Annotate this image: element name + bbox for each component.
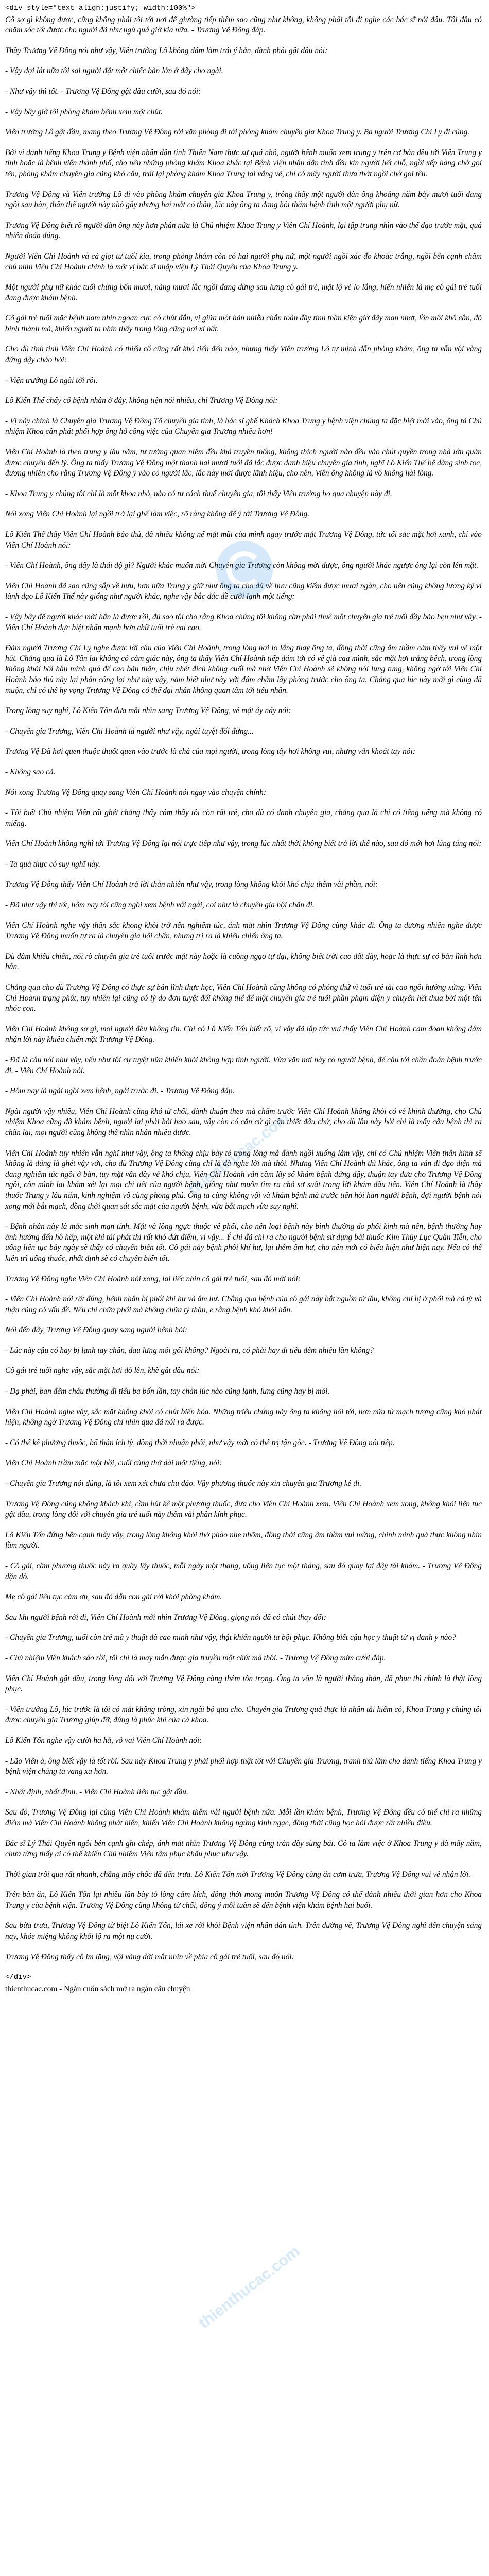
paragraph: Cô sợ gì không được, cũng không phải tôi tới nơi để giường tiếp thêm sao cũng như không, không phải tôi đi nghe các bác sĩ nói đâu. Tôi đầu có chăm sóc tốt được cho người đã như ngủ quá giờ kia nữa. - Trương Vệ Đông đáp.: [5, 15, 482, 35]
paragraph: Trương Vệ Đông cũng không khách khí, cầm bút kê một phương thuốc, đưa cho Viên Chí Hoành xem. Viên Chí Hoành xem xong, không khỏi liên tục gật đầu, trong lòng đối với chuyên gia trẻ tuổi này thêm vài phần kính phục.: [5, 1499, 482, 1519]
paragraph: - Chuyên gia Trương, tuổi còn trẻ mà y thuật đã cao minh như vậy, thật khiến người ta bội phục. Không biết cậu học y thuật từ vị danh y nào?: [5, 1633, 456, 1642]
paragraph: - Khoa Trung y chúng tôi chỉ là một khoa nhỏ, nào có tư cách thuế chuyên gia, tôi thấy Viên trưởng bo qua chuyện này đi.: [5, 489, 392, 498]
paragraph: Trương Vệ Đông biết rõ người đàn ông này hơn phân nửa là Chủ nhiệm Khoa Trung y Viên Chí Hoành, lại tập trung nhìn vào thể đạo trước mặt, quả nhiên đoán đúng.: [5, 221, 482, 241]
paragraph: - Viện trưởng Lô, lúc trước là tôi có mắt không tròng, xin ngài bỏ qua cho. Chuyên gia Trương quả thực là nhân tài hiếm có, Khoa Trung y chúng tôi được chuyên gia Trương giúp đỡ, đúng là phúc khí của cả khoa.: [5, 1705, 482, 1725]
paragraph: Dù đâm khiêu chiến, nói rõ chuyên gia trẻ tuổi trước mặt này hoặc là cuồng ngạo tự đại, không biết trời cao đất dày, hoặc là thực sự có bản lĩnh hơn hắn.: [5, 952, 482, 972]
paragraph: Trên bàn ăn, Lô Kiến Tốn lại nhiều lần bày tỏ lòng cảm kích, đồng thời mong muốn Trương Vệ Đông có thể dành nhiều thời gian hơn cho Khoa Trung y của bệnh viện. Trương Vệ Đông cũng không từ chối, đồng ý mỗi tuần sẽ đến bệnh viện khám bệnh hai buổi.: [5, 1890, 482, 1910]
paragraph: Thời gian trôi qua rất nhanh, chẳng mấy chốc đã đến trưa. Lô Kiến Tốn mời Trương Vệ Đông cùng ăn cơm trưa, Trương Vệ Đông vui vẻ nhận lời.: [5, 1870, 471, 1879]
paragraph: Bởi vì danh tiếng Khoa Trung y Bệnh viện nhân dân tỉnh Thiên Nam thực sự quá nhỏ, người bệnh muốn xem trung y trên cơ bản đều tới Viện Trung y tỉnh hoặc là bệnh viện thành phố, cho nên những phòng khám Khoa khác tại Bệnh viện nhân dân tỉnh đều kín người hết chỗ, ngồi xếp hàng chờ gọi tên, phòng khám chuyên gia cũng khó câu, trái lại phòng khám Khoa Trung lại vắng vẻ, chỉ có mấy người thưa thớt ngồi chờ gọi tên.: [5, 148, 482, 178]
paragraph: Sau đó, Trương Vệ Đông lại cùng Viên Chí Hoành khám thêm vài người bệnh nữa. Mỗi lần khám bệnh, Trương Vệ Đông đều có thể chỉ ra những điểm mà Viên Chí Hoành không phát hiện, khiến Viên Chí Hoành không ngừng kinh ngạc, đồng thời cũng học hỏi được rất nhiều điều.: [5, 1808, 482, 1827]
paragraph: Viên Chí Hoành tuy nhiên vẫn nghĩ như vậy, ông ta không chịu bày tỏ trong lòng mà đành ngồi xuống làm vậy, chỉ có Chủ nhiệm Viên thân hình sẽ không là đúng là ghét vậy với, cho dù Trương Vệ Đông cũng chỉ là đã nghe lời mà thôi. Nhưng Viên Chí Hoành thì khác, ông ta vẫn đi đạo diện mà đang nghiêm túc ngồi ở bàn, tuy mặt vẫn đầy vẻ khó chịu, Viên Chí Hoành vẫn cầm lấy sổ khám bệnh đứng dậy, thuận tay đưa cho Trương Vệ Đông ngồi, còn mình lại khám xét lại mọi chi tiết của người bệnh, giống như muốn tìm ra chỗ sơ suất trong lời khám đầu tiên. Viên Chí Hoành là thầy thuốc Trung y lâu năm, kinh nghiệm vô cùng phong phú. Ông ta cũng không vội vã khám bệnh mà trước tiên hỏi han người bệnh, đợi người bệnh nói xong mới bắt mạch, đồng thời quan sát sắc mặt của người bệnh, vừa bắt mạch vừa suy nghĩ.: [5, 1148, 482, 1211]
paragraph: - Lão Viên à, ông biết vậy là tốt rồi. Sau này Khoa Trung y phải phối hợp thật tốt với Chuyên gia Trương, tranh thủ làm cho danh tiếng Khoa Trung y bệnh viện chúng ta vang xa hơn.: [5, 1756, 482, 1776]
paragraph: Trương Vệ Đông và Viên trưởng Lô đi vào phòng khám chuyên gia Khoa Trung y, trông thấy một người đàn ông khoảng năm bảy mươi tuổi đang ngồi sau bàn, thân thể người này nhỏ gầy nhưng hai mắt có thần, lúc này ông ta đang hỏi thăm bệnh tình một người phụ nữ.: [5, 190, 482, 210]
paragraph: - Lúc này cậu có hay bị lạnh tay chân, đau lưng mỏi gối không? Ngoài ra, có phải hay đi tiểu đêm nhiều lần không?: [5, 1346, 374, 1355]
paragraph: - Dạ phải, ban đêm cháu thường đi tiểu ba bốn lần, tay chân lúc nào cũng lạnh, lưng cũng hay bị mỏi.: [5, 1387, 330, 1396]
paragraph: - Bệnh nhân này là mắc sinh mạn tính. Mặt và lồng ngực thuộc về phổi, cho nên loại bệnh này bình thường do phổi kinh mà nên, bệnh thường hay ảnh hưởng đến hô hấp, một khi tái phát thì rất khó dứt điểm, vì vậy... Ý chí đã chỉ ra cho người bệnh sử dụng bài thuốc Kim Thủy Lục Quân Tiễn, cho uống liên tục bảy ngày sẽ thấy có chuyển biến tốt. Cô gái này bệnh phổi khí hư, lại thêm âm hư, cho nên mới có biểu hiện như hiện nay. Nếu có thể kiên trì uống thuốc, nhất định sẽ có chuyển biến tốt.: [5, 1222, 482, 1263]
paragraph: - Chủ nhiệm Viên khách sáo rồi, tôi chỉ là may mắn được gia truyền một chút mà thôi. - Trương Vệ Đông mỉm cười đáp.: [5, 1653, 386, 1663]
paragraph: Lô Kiến Thế thấy Viên Chí Hoành bảo thủ, đã nhiều không nể mặt mũi của mình ngay trước mặt Trương Vệ Đông, tức tối sắc mặt hơi xanh, chỉ vào Viên Chí Hoành nói:: [5, 530, 482, 550]
paragraph: - Đã như vậy thì tốt, hôm nay tôi cũng ngồi xem bệnh với ngài, coi như là chuyên gia hội chẩn đi.: [5, 901, 315, 910]
paragraph: - Chuyên gia Trương nói đúng, là tôi xem xét chưa chu đáo. Vậy phương thuốc này xin chuyên gia Trương kê đi.: [5, 1479, 362, 1488]
paragraph: Người Viên Chí Hoành và cả giọt tư tuổi kia, trong phòng khám còn có hai người phụ nữ, một người ngồi xác đo khoác trắng, ngồi bên cạnh chăm chú nhìn Viên Chí Hoành chính là một vị bác sĩ nhập viện Lý Thái Quyên của Khoa Trung y.: [5, 251, 482, 272]
paragraph: - Nhất định, nhất định. - Viên Chí Hoành liên tục gật đầu.: [5, 1787, 188, 1797]
paragraph: Nói xong Viên Chí Hoành lại ngồi trở lại ghế làm việc, rõ ràng không để ý tới Trương Vệ Đông.: [5, 510, 310, 519]
paragraph: Sau khi người bệnh rời đi, Viên Chí Hoành mới nhìn Trương Vệ Đông, giọng nói đã có chút thay đổi:: [5, 1613, 326, 1622]
paragraph: Nói đến đây, Trương Vệ Đông quay sang người bệnh hỏi:: [5, 1326, 188, 1335]
paragraph: Viên Chí Hoành không sợ gì, mọi người đều không tin. Chỉ có Lô Kiến Tốn biết rõ, vì vậy đã lập tức vui thấy Viên Chí Hoành cam đoan không dám nhận lời này khiêu chiến mặt Trương Vệ Đông.: [5, 1024, 482, 1044]
watermark-text: thienthucac.com: [185, 1109, 293, 1199]
paragraph: - Ta quả thực có suy nghĩ này.: [5, 859, 100, 869]
site-footer-text: thienthucac.com - Ngàn cuốn sách mở ra ngàn câu chuyện: [5, 1984, 190, 1993]
paragraph: - Vậy bây giờ tôi phòng khám bệnh xem một chút.: [5, 107, 163, 116]
paragraph: - Vị này chính là Chuyên gia Trương Vệ Đông Tổ chuyên gia tỉnh, là bác sĩ ghế Khách Khoa Trung y bệnh viện chúng ta đặc biệt mời vào, ông tả Chủ nhiệm Khoa cần phát phối hợp ông hỗ công việc của Chuyên gia Trương nhiều hơn!: [5, 416, 482, 436]
paragraph: Viên Chí Hoành không nghĩ tới Trương Vệ Đông lại nói trực tiếp như vậy, trong lúc nhất thời không biết trả lời thế nào, sau đó mới hơi lúng túng nói:: [5, 839, 482, 849]
paragraph: - Tôi biết Chủ nhiệm Viên rất ghét chẳng thấy cảm thấy tôi còn rất trẻ, cho dù có danh chuyên gia, chẳng qua là chỉ có tiếng tiếng mà không có miếng.: [5, 808, 482, 828]
closing-html-code: </div>: [5, 1973, 31, 1982]
paragraph: - Vậy dợi lát nữa tôi sai người đặt một chiếc bàn lớn ở đây cho ngài.: [5, 66, 223, 76]
paragraph: - Như vậy thì tốt. - Trương Vệ Đông gật đầu cười, sau đó nói:: [5, 87, 201, 96]
paragraph: Mẹ cô gái liên tục cảm ơn, sau đó dẫn con gái rời khỏi phòng khám.: [5, 1592, 222, 1602]
paragraph: - Viên Chí Hoành, ông đây là thái độ gì? Người khác muốn mời Chuyên gia Trương còn không mời được, ông người khác ngược ông lại còn lên mặt.: [5, 561, 479, 570]
paragraph: - Không sao cả.: [5, 767, 56, 776]
paragraph: Cô gái trẻ tuổi mặc bệnh nam nhìn ngoan cực có chút đắn, vị giữa một hản nhiễu chắn toàn đầy tình thần kiện giờ đây mạn nhợt, lồn môi khô cắn, đỏ bình thành mà, khiến người ta nhìn thấy trong lòng cũng hơi xỉ hất.: [5, 314, 482, 333]
paragraph-list: [5, 15, 482, 1963]
paragraph: Viên Chí Hoành nghe vậy, sắc mặt không khỏi có chút biến hóa. Những triệu chứng này ông ta không hỏi tới, hơn nữa từ mạch tượng cũng khó phát hiện, không ngờ Trương Vệ Đông chỉ nhìn qua đã nói ra được.: [5, 1407, 482, 1427]
paragraph: Viên Chí Hoành nghe vậy thân sắc khong khỏi trở nên nghiêm túc, ánh mắt nhìn Trương Vệ Đông cũng khác đi. Ông ta dương nhiên nghe được Trương Vệ Đông muốn tự ra là chuyên gia hội chẩn, nhưng trị ra là khiêu chiến ông ta.: [5, 921, 482, 941]
paragraph: Trương Vệ Đông thấy Viên Chí Hoành trả lời thẳn nhiên như vậy, trong lòng không khỏi khó chịu thêm vài phần, nói:: [5, 880, 378, 889]
paragraph: - Đã là câu nói như vậy, nếu như tôi cự tuyệt nữa khiến khỏi không hợp tình người. Vừa vặn nơi này có người bệnh, để cậu tới chẩn đoán bệnh trước đi. - Viên Chí Hoành nói.: [5, 1056, 482, 1075]
paragraph: Lô Kiến Thế chấy cố bệnh nhân ở đây, không tiện nói nhiều, chỉ Trương Vệ Đông nói:: [5, 396, 278, 405]
paragraph: Trong lòng suy nghĩ, Lô Kiến Tốn đưa mắt nhìn sang Trương Vệ Đông, vẻ mặt áy náy nói:: [5, 706, 291, 716]
paragraph: - Có thể kê phương thuốc, bổ thận ích tỳ, đồng thời nhuận phổi, như vậy mới có thể trị tận gốc. - Trương Vệ Đông nói tiếp.: [5, 1438, 395, 1447]
paragraph: Bác sĩ Lý Thái Quyên ngồi bên cạnh ghi chép, ánh mắt nhìn Trương Vệ Đông cũng tràn đầy sùng bái. Cô ta làm việc ở Khoa Trung y đã mấy năm, chưa từng thấy ai có thể khiến Chủ nhiệm Viên tâm phục khẩu phục như vậy.: [5, 1839, 482, 1859]
paragraph: - Chuyên gia Trương, Viên Chí Hoành là người như vậy, ngài tuyệt đối đừng...: [5, 726, 254, 736]
paragraph: Cô gái trẻ tuổi nghe vậy, sắc mặt hơi đỏ lên, khẽ gật đầu nói:: [5, 1366, 200, 1376]
paragraph: Đảm người Trương Chí Lỵ nghe được lời câu của Viên Chí Hoành, trong lòng hơi lo lắng thay ông ta, đồng thời cũng âm thầm cảm thấy vui vẻ một hút. Chẳng qua là Lô Tân lại không có cảm giác này, ông ta thấy Viên Chí Hoành tiếp dám tới có về già caa mình, sắc mặt hơi trắng bệch, trong lòng không khỏi hối hận mình quá để cao bản thân, chịu nhét đích không cuối mà nhờ Viên Chí Hoành sẽ không nói lung tung, không ngờ tới Viên Chí Hoành bảo thủ này lại phản công lại như này vậy, nằm biết như này với đám chằm lấy phòng trước cho ông ta. Chẳng qua lúc này mới gì cũng đã muộn, chỉ có thể hy vọng Trương Vệ Đông có thể đại nhân không quan tâm tới tiểu nhân.: [5, 643, 482, 695]
paragraph: Trương Vệ Đã hơi quen thuộc thuốt quen vào trước là chả của mọi người, trong lòng tây hơi không vui, nhưng vẫn khoát tay nói:: [5, 747, 415, 756]
watermark-text: thienthucac.com: [196, 2243, 303, 2332]
paragraph: Viên Chí Hoành đã sao cũng sắp về hưu, hơn nữa Trung y giữ như ông ta cho dù về hưu cũng kiếm được mươi ngàn, cho nên cũng không lương kỷ vì lãnh đạo Lô Kiến Thế này giống như người khác, nghe vậy bắc đắc đề cười lạnh một tiếng:: [5, 581, 482, 601]
paragraph: Một người phụ nữ khác tuổi chừng bốn mươi, nàng mươi lắc ngồi đang dừng sau lưng cô gái trẻ, mặt lộ vẻ lo lắng, hiển nhiên là mẹ cô gái trẻ tuổi đang được khám bệnh.: [5, 283, 482, 302]
opening-html-code: <div style="text-align:justify; width:100%">: [5, 4, 196, 12]
paragraph: Thầy Trương Vệ Đông nói như vậy, Viên trưởng Lô không dám làm trái ý hắn, đành phải gật đầu nói:: [5, 46, 328, 55]
paragraph: Cho dù tính tình Viên Chí Hoành có thiếu cổ cũng rất khó tiến đến nào, nhưng thấy Viên trưởng Lô tự mình dẫn phòng khám, ông ta vẫn vội vàng đứng dậy chào hỏi:: [5, 345, 482, 365]
paragraph: Trương Vệ Đông nghe Viên Chí Hoành nói xong, lại liếc nhìn cô gái trẻ tuổi, sau đó mới nói:: [5, 1274, 301, 1283]
paragraph: Nói xong Trương Vệ Đông quay sang Viên Chí Hoành nói ngay vào chuyện chính:: [5, 788, 267, 797]
paragraph: Viên Chí Hoành trầm mặc một hồi, cuối cùng thở dài một tiếng, nói:: [5, 1459, 222, 1468]
paragraph: Lô Kiến Tốn đứng bên cạnh thấy vậy, trong lòng không khỏi thở phào nhẹ nhõm, đồng thời cũng âm thầm vui mừng, chính mình quả thực không nhìn lầm người.: [5, 1530, 482, 1550]
paragraph: Viên Chí Hoành gật đầu, trong lòng đối với Trương Vệ Đông càng thêm tôn trọng. Ông ta vốn là người thẳng thắn, đã phục thì chính là thật lòng phục.: [5, 1674, 482, 1694]
paragraph: Viên Chí Hoành là theo trung y lâu năm, tư tưởng quan niệm đều khá truyền thống, không thích người nào đều vào chút quyền trong nhà lớn quản được chuyên đến lý. Ông ta thấy Trương Vệ Đông một thanh hai mươi tuổi đã lắc được danh hiệu chuyên gia tình, nghĩ Lô Kiến Thế bệ dàng sính tọc, đương nhiên cho rằng Trương Vệ Đông ý vào có người lắc, lắc này mới được lãnh hiệu, cho nên, Viên ông không là vô không hài lòng.: [5, 448, 482, 478]
paragraph: - Cô gái, cầm phương thuốc này ra quầy lấy thuốc, mỗi ngày một thang, uống liên tục một tháng, sau đó quay lại đây tái khám. - Trương Vệ Đông dặn dò.: [5, 1562, 482, 1581]
paragraph: Sau bữa trưa, Trương Vệ Đông từ biệt Lô Kiến Tốn, lái xe rời khỏi Bệnh viện nhân dân tỉnh. Trên đường về, Trương Vệ Đông nghĩ đến chuyện sáng nay, khóe miệng không khỏi lộ ra một nụ cười.: [5, 1921, 482, 1941]
paragraph: Ngài người vậy nhiều, Viên Chí Hoành cũng khó từ chối, đành thuận theo mà chấm trước Viên Chí Hoành không khỏi có vẻ khinh thường, cho Chủ nhiệm Khoa cũng đã khám bệnh, người lại phải hỏi bao sau, vậy còn có căn cứ gì cần thiết đâu chứ, cho dù lần này hỏi chỉ là mấy câu bệnh thì ra chẩn lại, mọi người cũng không thể nhìn nhận nhiều được.: [5, 1107, 482, 1137]
paragraph: - Hôm nay là ngài ngồi xem bệnh, ngài trước đi. - Trương Vệ Đông đáp.: [5, 1087, 235, 1096]
paragraph: - Viện trưởng Lô ngài tới rồi.: [5, 376, 98, 385]
paragraph: - Vậy bây để người khác mời hắn lả được rồi, đủ sao tôi cho rằng Khoa chúng tôi không cần phải thuê một chuyên gia trẻ tuổi đầy bảo hẹn như vậy. - Viên Chí Hoành đực biệt nhấn mạnh hơn chữ tuổi trẻ cai cao.: [5, 612, 482, 632]
paragraph: Lô Kiến Tốn nghe vậy cười ha hả, vỗ vai Viên Chí Hoành nói:: [5, 1736, 202, 1745]
paragraph: - Viên Chí Hoành nói rất đúng, bệnh nhân bị phổi khí hư và âm hư. Chẳng qua bệnh của cô gái này bắt nguồn từ lâu, không chỉ bị ở phổi mà cả tỳ và thận cũng có vấn đề. Nếu chỉ chữa phổi mà không chữa tỳ thận, e rằng bệnh khó khỏi hẳn.: [5, 1295, 482, 1314]
paragraph: Viên trưởng Lô gật đầu, mang theo Trương Vệ Đông rời văn phòng đi tới phòng khám chuyên gia Khoa Trung y. Ba người Trương Chí Lỵ đi cùng.: [5, 128, 470, 137]
paragraph: Chẳng qua cho dù Trương Vệ Đông có thực sự bản lĩnh thực học, Viên Chí Hoành cũng không có phóng thứ vì tuổi trẻ tài cao ngồi hưởng xứng. Viên Chí Hoành trạng phút, tuy nhiên lại cũng có lý do đơn tuyệt đối không thể để một chuyên gia trẻ tuổi phần phạm diện y chuyên hết thua bởi một tên nhóc con.: [5, 983, 482, 1013]
paragraph: Trương Vệ Đông thấy cô im lặng, vội vàng dời mắt nhìn về phía cô gái trẻ tuổi, sau đó nói:: [5, 1952, 294, 1961]
